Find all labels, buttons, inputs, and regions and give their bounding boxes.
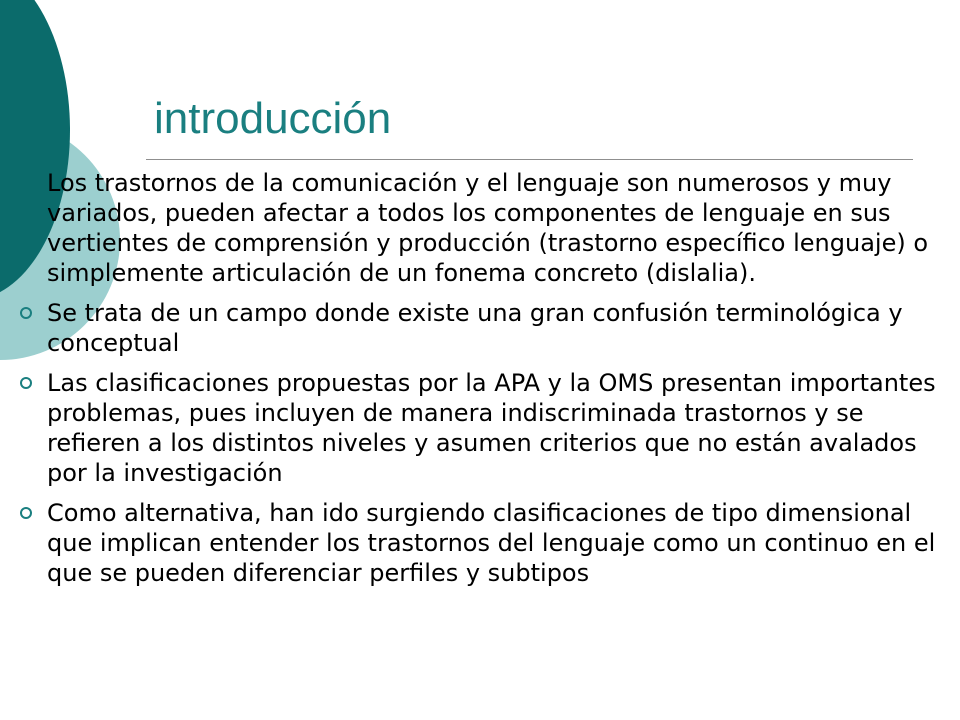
slide-title: introducción <box>154 94 392 143</box>
paragraph-intro <box>0 168 960 288</box>
bullet-item <box>0 498 960 588</box>
bullet-text: Como alternativa, han ido surgiendo clasificaciones de tipo dimensional que implican entender los trastornos del lenguaje como un continuo en el que se pueden diferenciar perfiles y subtipos <box>47 499 936 587</box>
ring-bullet-icon <box>20 307 32 319</box>
ring-bullet-icon <box>20 507 32 519</box>
ring-bullet-icon <box>20 377 32 389</box>
paragraph-text: Los trastornos de la comunicación y el lenguaje son numerosos y muy variados, pueden afectar a todos los componentes de lenguaje en sus vertientes de comprensión y producción (trastorno específico lenguaje) o simplemente articulación de un fonema concreto (dislalia). <box>47 169 929 287</box>
slide-body <box>0 168 960 598</box>
bullet-text: Las clasificaciones propuestas por la APA y la OMS presentan importantes problemas, pues incluyen de manera indiscriminada trastornos y se refieren a los distintos niveles y asumen criterios que no están avalados por la investigación <box>47 369 936 487</box>
bullet-text: Se trata de un campo donde existe una gran confusión terminológica y conceptual <box>47 299 903 357</box>
bullet-item <box>0 298 960 358</box>
bullet-item <box>0 368 960 488</box>
title-divider <box>146 159 913 160</box>
